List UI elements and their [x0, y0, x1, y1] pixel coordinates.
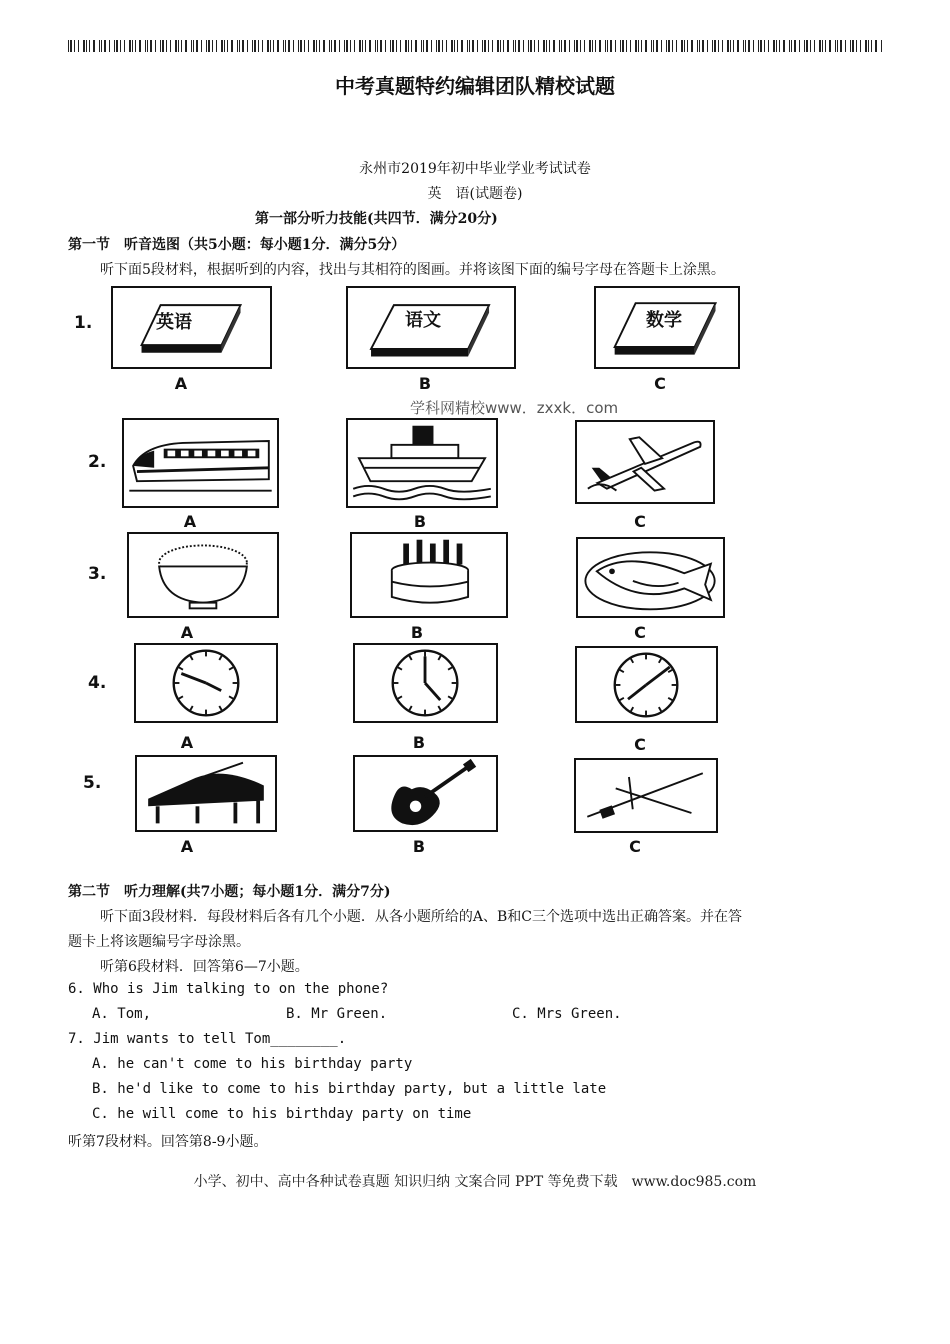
clock-icon — [355, 645, 496, 721]
piano-icon — [137, 757, 275, 830]
exam-subject: 英 语(试题卷) — [427, 186, 523, 202]
option-label: C — [629, 837, 641, 856]
header-title: 中考真题特约编辑团队精校试题 — [335, 74, 615, 98]
question-number: 1. — [74, 313, 93, 333]
exam-title: 永州市2019年初中毕业学业考试试卷 — [359, 161, 591, 177]
birthday-cake-icon — [352, 534, 506, 616]
question-7-option-b: B. he'd like to come to his birthday party, but a little late — [92, 1081, 607, 1097]
rice-bowl-icon — [129, 534, 277, 616]
option-label: C — [654, 374, 666, 393]
question-6-option-b: B. Mr Green. — [286, 1006, 388, 1022]
question-6-option-c: C. Mrs Green. — [512, 1006, 622, 1022]
clock-icon — [577, 648, 716, 721]
section1-instruction: 听下面5段材料，根据听到的内容，找出与其相符的图画。并将该图下面的编号字母在答题卡上涂黑。 — [100, 262, 725, 278]
option-picture-train — [122, 418, 279, 508]
option-label: A — [180, 733, 194, 752]
option-picture-clock-a — [134, 643, 278, 723]
question-number: 2. — [88, 452, 107, 472]
option-label: A — [180, 837, 194, 856]
option-picture-airplane — [575, 420, 715, 504]
question-number: 3. — [88, 564, 107, 584]
book-title: 数学 — [646, 310, 682, 331]
option-label: B — [410, 623, 424, 642]
clock-icon — [136, 645, 276, 721]
option-label: C — [634, 512, 646, 531]
question-7-option-a: A. he can't come to his birthday party — [92, 1056, 413, 1072]
option-label: B — [412, 837, 426, 856]
material-6-label: 听第6段材料．回答第6—7小题。 — [100, 959, 309, 975]
airplane-icon — [577, 422, 713, 502]
question-number: 5. — [83, 773, 102, 793]
ship-icon — [348, 420, 496, 506]
section2-heading: 第二节 听力理解(共7小题；每小题1分．满分7分) — [68, 884, 391, 900]
guitar-icon — [355, 757, 496, 830]
option-label: A — [174, 374, 188, 393]
option-label: B — [413, 512, 427, 531]
part1-heading: 第一部分听力技能(共四节．满分20分) — [255, 211, 498, 227]
option-picture-cake — [350, 532, 508, 618]
footer-text: 小学、初中、高中各种试卷真题 知识归纳 文案合同 PPT 等免费下载 www.doc985.com — [193, 1174, 757, 1190]
option-label: A — [180, 623, 194, 642]
option-label: C — [634, 735, 646, 754]
option-picture-fish — [576, 537, 725, 618]
barcode-strip — [68, 40, 883, 52]
material-7-label: 听第7段材料。回答第8-9小题。 — [68, 1134, 268, 1150]
option-picture-ship — [346, 418, 498, 508]
section2-instruction-cont: 题卡上将该题编号字母涂黑。 — [68, 934, 250, 950]
option-picture-clock-c — [575, 646, 718, 723]
option-picture-guitar — [353, 755, 498, 832]
book-title: 语文 — [405, 310, 441, 331]
question-7-option-c: C. he will come to his birthday party on time — [92, 1106, 472, 1122]
option-picture-piano — [135, 755, 277, 832]
book-title: 英语 — [156, 312, 192, 333]
option-picture-erhu — [574, 758, 718, 833]
option-label: B — [412, 733, 426, 752]
fish-plate-icon — [578, 539, 723, 616]
option-picture-rice — [127, 532, 279, 618]
section2-instruction: 听下面3段材料．每段材料后各有几个小题．从各小题所给的A、B和C三个选项中选出正确答案。并在答 — [100, 909, 743, 925]
question-6-stem: 6. Who is Jim talking to on the phone? — [68, 981, 389, 997]
question-7-stem: 7. Jim wants to tell Tom________. — [68, 1031, 347, 1047]
option-label: A — [183, 512, 197, 531]
train-icon — [124, 420, 277, 506]
section1-heading: 第一节 听音选图（共5小题：每小题1分．满分5分） — [68, 237, 406, 253]
question-6-option-a: A. Tom, — [92, 1006, 152, 1022]
erhu-icon — [576, 760, 716, 831]
option-picture-clock-b — [353, 643, 498, 723]
option-label: B — [418, 374, 432, 393]
option-label: C — [634, 623, 646, 642]
watermark: 学科网精校www．zxxk．com — [410, 399, 619, 417]
question-number: 4. — [88, 673, 107, 693]
